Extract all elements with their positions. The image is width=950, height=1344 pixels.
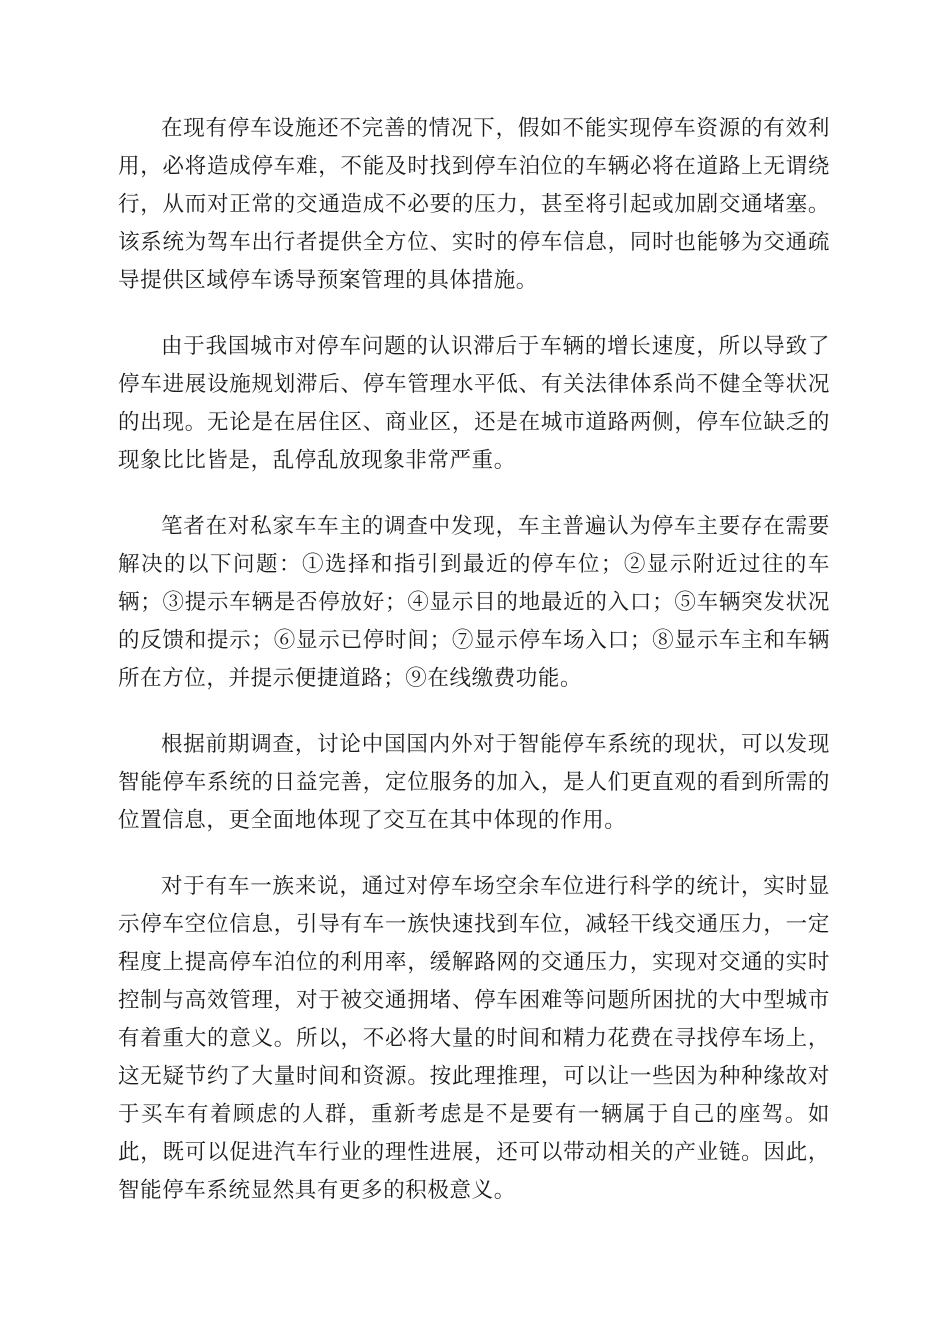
document-body <box>118 110 830 1238</box>
paragraph-3: 笔者在对私家车车主的调查中发现，车主普遍认为停车主要存在需要解决的以下问题：①选择和指引到最近的停车位；②显示附近过往的车辆；③提示车辆是否停放好；④显示目的地最近的入口；⑤车辆突发状况的反馈和提示；⑥显示已停时间；⑦显示停车场入口；⑧显示车主和车辆所在方位，并提示便捷道路；⑨在线缴费功能。 <box>118 514 830 691</box>
paragraph-2: 由于我国城市对停车问题的认识滞后于车辆的增长速度，所以导致了停车进展设施规划滞后、停车管理水平低、有关法律体系尚不健全等状况的出现。无论是在居住区、商业区，还是在城市道路两侧，停车位缺乏的现象比比皆是，乱停乱放现象非常严重。 <box>118 334 830 473</box>
paragraph-5: 对于有车一族来说，通过对停车场空余车位进行科学的统计，实时显示停车空位信息，引导有车一族快速找到车位，减轻干线交通压力，一定程度上提高停车泊位的利用率，缓解路网的交通压力，实现对交通的实时控制与高效管理，对于被交通拥堵、停车困难等问题所困扰的大中型城市有着重大的意义。所以，不必将大量的时间和精力花费在寻找停车场上，这无疑节约了大量时间和资源。按此理推理，可以让一些因为种种缘故对于买车有着顾虑的人群，重新考虑是不是要有一辆属于自己的座驾。如此，既可以促进汽车行业的理性进展，还可以带动相关的产业链。因此，智能停车系统显然具有更多的积极意义。 <box>118 874 830 1203</box>
paragraph-1: 在现有停车设施还不完善的情况下，假如不能实现停车资源的有效利用，必将造成停车难，不能及时找到停车泊位的车辆必将在道路上无谓绕行，从而对正常的交通造成不必要的压力，甚至将引起或加剧交通堵塞。该系统为驾车出行者提供全方位、实时的停车信息，同时也能够为交通疏导提供区域停车诱导预案管理的具体措施。 <box>118 116 830 293</box>
paragraph-4: 根据前期调查，讨论中国国内外对于智能停车系统的现状，可以发现智能停车系统的日益完善，定位服务的加入，是人们更直观的看到所需的位置信息，更全面地体现了交互在其中体现的作用。 <box>118 732 830 833</box>
